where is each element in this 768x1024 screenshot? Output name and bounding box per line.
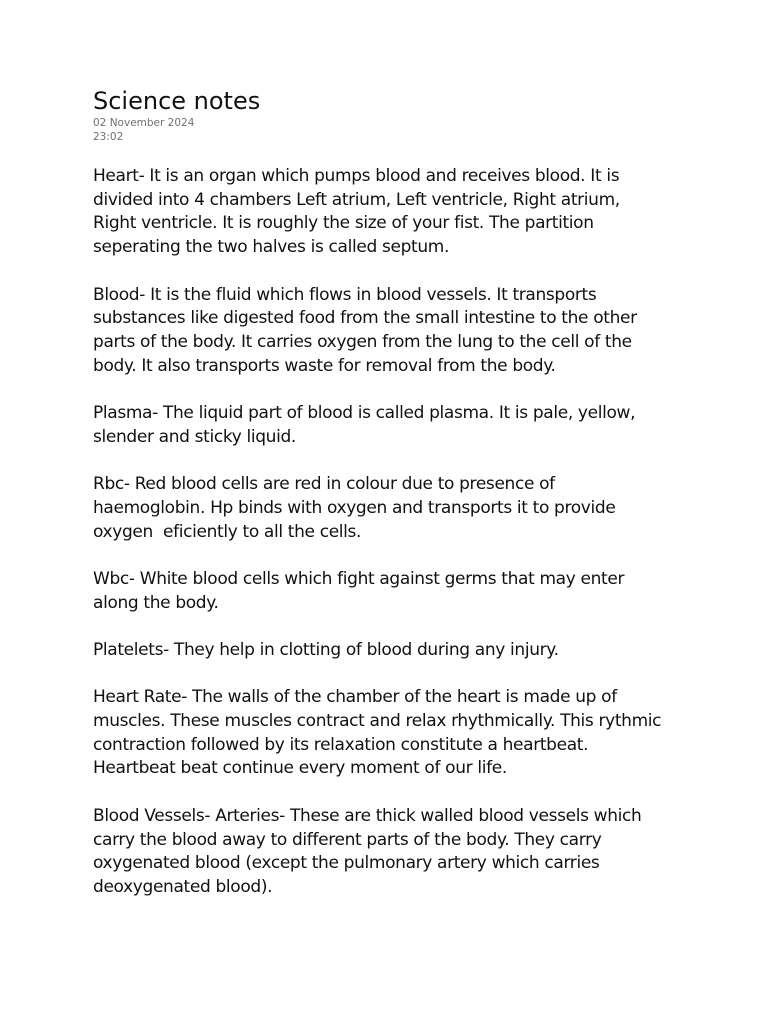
note-line: Heartbeat beat continue every moment of our life. — [93, 758, 507, 779]
note-line: slender and sticky liquid. — [93, 426, 296, 447]
note-paragraph — [93, 568, 683, 615]
note-line: substances like digested food from the small intestine to the other — [93, 308, 637, 329]
note-line: haemoglobin. Hp binds with oxygen and transports it to provide — [93, 497, 616, 518]
note-body[interactable] — [93, 165, 683, 900]
note-line: oxygenated blood (except the pulmonary artery which carries — [93, 853, 600, 874]
note-line: Plasma- The liquid part of blood is called plasma. It is pale, yellow, — [93, 403, 636, 423]
note-line: Right ventricle. It is roughly the size of your fist. The partition — [93, 213, 594, 234]
note-line: oxygen eficiently to all the cells. — [93, 521, 362, 542]
note-line: carry the blood away to different parts of the body. They carry — [93, 829, 602, 850]
note-paragraph — [93, 284, 683, 379]
note-line: Wbc- White blood cells which fight against germs that may enter — [93, 568, 625, 589]
note-date: 02 November 2024 — [93, 117, 195, 129]
note-line: deoxygenated blood). — [93, 876, 273, 897]
note-page — [93, 86, 683, 923]
note-line: seperating the two halves is called septum. — [93, 237, 450, 258]
page-title: Science notes — [93, 87, 261, 115]
note-paragraph — [93, 473, 683, 544]
note-paragraph — [93, 686, 683, 781]
note-line: Rbc- Red blood cells are red in colour due to presence of — [93, 474, 555, 495]
note-line: divided into 4 chambers Left atrium, Left ventricle, Right atrium, — [93, 189, 620, 210]
note-paragraph — [93, 402, 683, 449]
note-line: contraction followed by its relaxation constitute a heartbeat. — [93, 734, 589, 755]
note-line: Heart- It is an organ which pumps blood and receives blood. It is — [93, 166, 620, 186]
note-paragraph — [93, 165, 683, 260]
note-line: parts of the body. It carries oxygen from the lung to the cell of the — [93, 331, 632, 352]
note-line: Blood- It is the fluid which flows in blood vessels. It transports — [93, 284, 597, 305]
note-line: along the body. — [93, 592, 219, 613]
note-line: Heart Rate- The walls of the chamber of the heart is made up of — [93, 687, 617, 708]
note-line: Blood Vessels- Arteries- These are thick walled blood vessels which — [93, 805, 642, 826]
note-paragraph — [93, 805, 683, 900]
note-time: 23:02 — [93, 131, 124, 143]
note-paragraph — [93, 639, 683, 663]
note-line: Platelets- They help in clotting of blood during any injury. — [93, 639, 559, 660]
note-line: muscles. These muscles contract and relax rhythmically. This rythmic — [93, 711, 662, 732]
note-line: body. It also transports waste for removal from the body. — [93, 355, 556, 376]
